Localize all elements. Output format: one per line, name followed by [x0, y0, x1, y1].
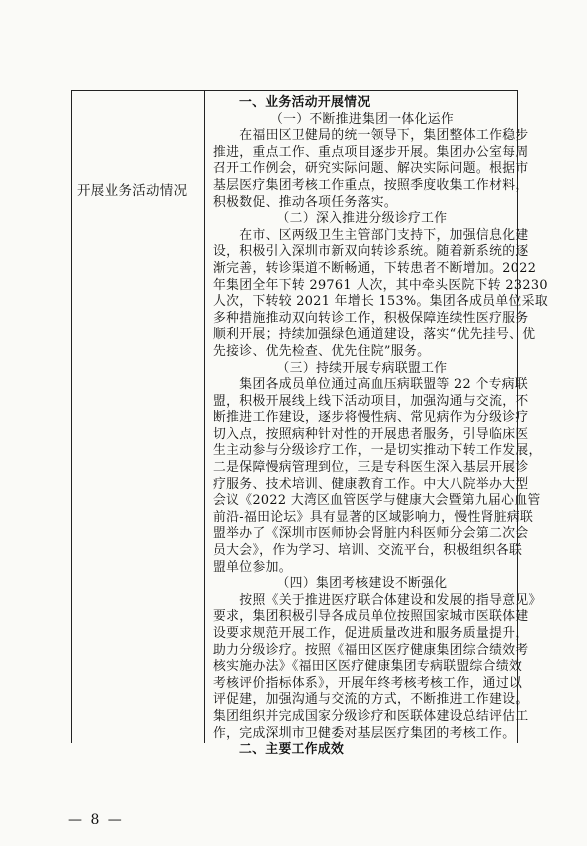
body-text-line: 顺利开展；持续加强绿色通道建设，落实“优先挂号、优 [213, 327, 536, 343]
body-text-line: 人次，下转较 2021 年增长 153%。集团各成员单位采取 [213, 294, 548, 310]
body-text-line: 盟单位参加。 [213, 559, 292, 575]
body-text-line: 多种措施推动双向转诊工作，积极保障连续性医疗服务 [213, 310, 529, 326]
section-heading: 二、主要工作成效 [239, 742, 345, 758]
body-text-line: 召开工作例会，研究实际问题、解决实际问题。根据市 [213, 161, 529, 177]
body-text-line: 要求，集团积极引导各成员单位按照国家城市医联体建 [213, 609, 529, 625]
body-text-line: 按照《关于推进医疗联合体建设和发展的指导意见》 [213, 592, 542, 608]
body-text-line: 生主动参与分级诊疗工作，一是切实推动下转工作发展， [213, 443, 542, 459]
body-text-line: 切入点，按照病种针对性的开展患者服务，引导临床医 [213, 426, 529, 442]
body-text-line: 年集团全年下转 29761 人次，其中牵头医院下转 23230 [213, 277, 548, 293]
section-heading: 一、业务活动开展情况 [239, 95, 371, 110]
row-label: 开展业务活动情况 [77, 183, 188, 199]
body-text-line: 助力分级诊疗。按照《福田区医疗健康集团综合绩效考 [213, 642, 529, 658]
body-text-line: 前沿-福田论坛》具有显著的区域影响力，慢性肾脏病联 [213, 509, 534, 525]
body-text-line: 集团组织并完成国家分级诊疗和医联体建设总结评估工 [213, 708, 529, 724]
body-text-line: 疗服务、技术培训、健康教育工作。中大八院举办大型 [213, 476, 529, 492]
body-text-line: 评促建，加强沟通与交流的方式，不断推进工作建设。 [213, 692, 529, 708]
activity-table [71, 90, 548, 758]
body-text-line: 推进，重点工作、重点项目逐步开展。集团办公室每周 [213, 144, 529, 160]
body-text-line: 盟，积极开展线上线下活动项目，加强沟通与交流，不 [213, 393, 529, 409]
body-text-line: 作，完成深圳市卫健委对基层医疗集团的考核工作。 [213, 725, 516, 741]
row-label-cell [72, 91, 205, 743]
subsection-heading: （二）深入推进分级诊疗工作 [276, 211, 448, 227]
subsection-heading: （一）不断推进集团一体化运作 [269, 111, 455, 127]
body-text-line: 在福田区卫健局的统一领导下，集团整体工作稳步 [213, 128, 529, 144]
body-text-line: 二是保障慢病管理到位，三是专科医生深入基层开展诊 [213, 460, 529, 476]
body-text-line: 断推进工作建设，逐步将慢性病、常见病作为分级诊疗 [213, 410, 529, 426]
subsection-heading: （四）集团考核建设不断强化 [276, 576, 448, 592]
body-text-line: 设要求规范开展工作，促进质量改进和服务质量提升， [213, 626, 529, 641]
body-text-line: 考核评价指标体系》，开展年终考核考核工作，通过以 [213, 675, 523, 691]
body-text-line: 先接诊、优先检查、优先住院”服务。 [213, 343, 431, 359]
body-text-line: 在市、区两级卫生主管部门支持下，加强信息化建 [213, 227, 529, 243]
body-text-line: 盟举办了《深圳市医师协会肾脏内科医师分会第二次会 [213, 526, 529, 542]
content-cell [205, 91, 548, 758]
body-text-line: 会议《2022 大湾区血管医学与健康大会暨第九届心血管 [213, 493, 541, 509]
page-number: — 8 — [68, 812, 124, 828]
body-text-line: 积极数促、推动各项任务落实。 [213, 194, 398, 210]
subsection-heading: （三）持续开展专病联盟工作 [276, 360, 448, 376]
body-text-line: 核实施办法》《福田区医疗健康集团专病联盟综合绩效 [213, 659, 523, 675]
body-text-line: 员大会》，作为学习、培训、交流平台，积极组织各联 [213, 543, 523, 559]
body-text-line: 设，积极引入深圳市新双向转诊系统。随着新系统的逐 [213, 244, 529, 260]
body-text-line: 集团各成员单位通过高血压病联盟等 22 个专病联 [213, 377, 529, 393]
body-text-line: 渐完善，转诊渠道不断畅通，下转患者不断增加。2022 [213, 260, 537, 276]
body-text-line: 基层医疗集团考核工作重点，按照季度收集工作材料， [213, 177, 529, 193]
